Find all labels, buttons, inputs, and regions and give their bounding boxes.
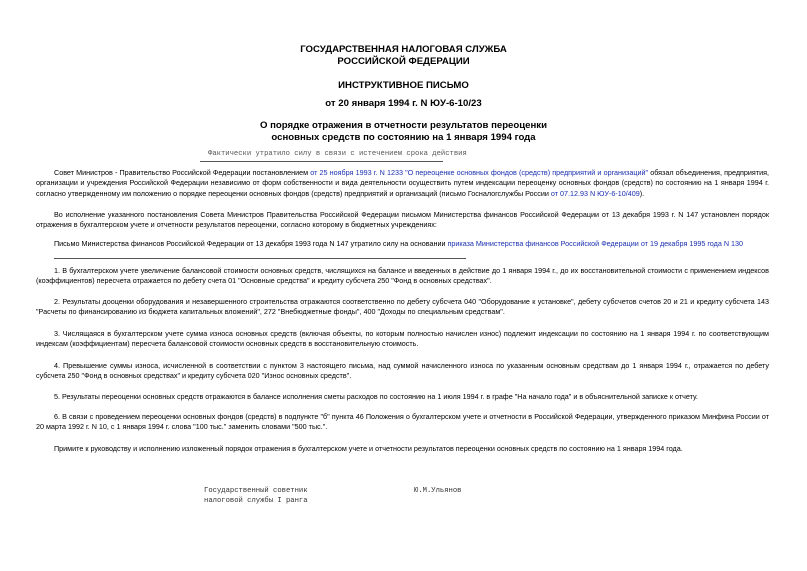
preamble-text-middle: обязал объединения, предприятия, организации и учреждения Российской Федерации независимо от форм собственности и вида деятельности осуществить путем индексации переоценку основных фондов (средств) по состоянию на 1 января 1994 г. согласно утвержденному им положению о порядке переоценки основных фондов (средств) предприятий и организаций (письмо Госналогслужбы России [36, 168, 770, 198]
letter-409-link[interactable]: от 07.12.93 N ЮУ-6-10/409 [550, 188, 640, 198]
preamble-text-start: Совет Министров - Правительство Российской Федерации постановлением [54, 168, 311, 177]
item-1: 1. В бухгалтерском учете увеличение балансовой стоимости основных средств, числящихся на балансе и введенных в действие до 1 января 1994 г., до их восстановительной стоимости с применением индексов (коэффициентов) пересчета отражается по дебету счета 01 "Основные средства" и кредиту субсчета 250 "Фонд в основных средствах". [36, 266, 769, 286]
document-date-number: от 20 января 1994 г. N ЮУ-6-10/23 [325, 98, 482, 109]
status-note: Фактически утратило силу в связи с истечением срока действия [208, 150, 467, 158]
item-3: 3. Числящаяся в бухгалтерском учете сумма износа основных средств (включая объекты, по которым полностью начислен износ) подлежит индексации по состоянию на 1 января 1994 г. по соответствующим индексам (коэффициентам) пересчета балансовой стоимости основных средств в восстановительную стоимость. [36, 329, 769, 349]
repeal-note-divider [54, 258, 466, 259]
resolution-1233-link[interactable]: от 25 ноября 1993 г. N 1233 "О переоценке основных фондов (средств) предприятий и организаций" [310, 168, 649, 177]
signatory-position-line-1: Государственный советник [204, 487, 308, 495]
closing-paragraph: Примите к руководству и исполнению изложенный порядок отражения в бухгалтерском учете и отчетности результатов переоценки основных средств по состоянию на 1 января 1994 года. [54, 444, 683, 453]
order-130-link[interactable]: приказа Министерства финансов Российской Федерации от 19 декабря 1995 года N 130 [447, 239, 744, 248]
paragraph-implementation: Во исполнение указанного постановления Совета Министров Правительства Российской Федерации письмом Министерства финансов Российской Федерации от 13 декабря 1993 г. N 147 установлен порядок отражения в бухгалтерском учете и отчетности результатов переоценки, согласно которому в бюджетных учреждениях: [36, 210, 769, 230]
issuer-line-1: ГОСУДАРСТВЕННАЯ НАЛОГОВАЯ СЛУЖБА [300, 44, 507, 55]
item-4: 4. Превышение суммы износа, исчисленной в соответствии с пунктом 3 настоящего письма, над суммой начисленного износа по указанным основным средствам до 1 января 1994 г., отражается по дебету субсчета 250 "Фонд в основных средствах" и кредиту субсчета 020 "Износ основных средств". [36, 361, 769, 381]
preamble-text-end: ). [639, 188, 645, 198]
document-title-line-2: основных средств по состоянию на 1 января 1994 года [271, 132, 536, 143]
issuer-line-2: РОССИЙСКОЙ ФЕДЕРАЦИИ [337, 56, 470, 67]
status-note-divider [200, 161, 443, 162]
item-6: 6. В связи с проведением переоценки основных фондов (средств) в подпункте "б" пункта 46 Положения о бухгалтерском учете и отчетности в Российской Федерации, утвержденного приказом Минфина России от 20 марта 1992 г. N 10, с 1 января 1994 г. слова "100 тыс." заменить словами "500 тыс.". [36, 412, 769, 432]
item-5: 5. Результаты переоценки основных средств отражаются в балансе исполнения сметы расходов по состоянию на 1 июля 1994 г. в графе "На начало года" и в объяснительной записке к отчету. [54, 392, 698, 401]
repeal-note-text: Письмо Министерства финансов Российской Федерации от 13 декабря 1993 года N 147 утратило силу на основании [54, 239, 448, 248]
document-title-line-1: О порядке отражения в отчетности результатов переоценки [259, 120, 547, 131]
document-type: ИНСТРУКТИВНОЕ ПИСЬМО [338, 80, 469, 91]
signatory-position-line-2: налоговой службы I ранга [204, 497, 308, 505]
signatory-name: Ю.М.Ульянов [414, 487, 462, 495]
paragraph-repeal-note [36, 239, 781, 249]
item-2: 2. Результаты дооценки оборудования и незавершенного строительства отражаются соответственно по дебету субсчета 040 "Оборудование к установке", дебету субсчетов счетов 20 и 21 и кредиту субсчета 143 "Расчеты по финансированию из бюджета капитальных вложений", 272 "Внебюджетные фонды", 400 "Доходы по специальным средствам". [36, 297, 769, 317]
paragraph-preamble [36, 168, 769, 199]
